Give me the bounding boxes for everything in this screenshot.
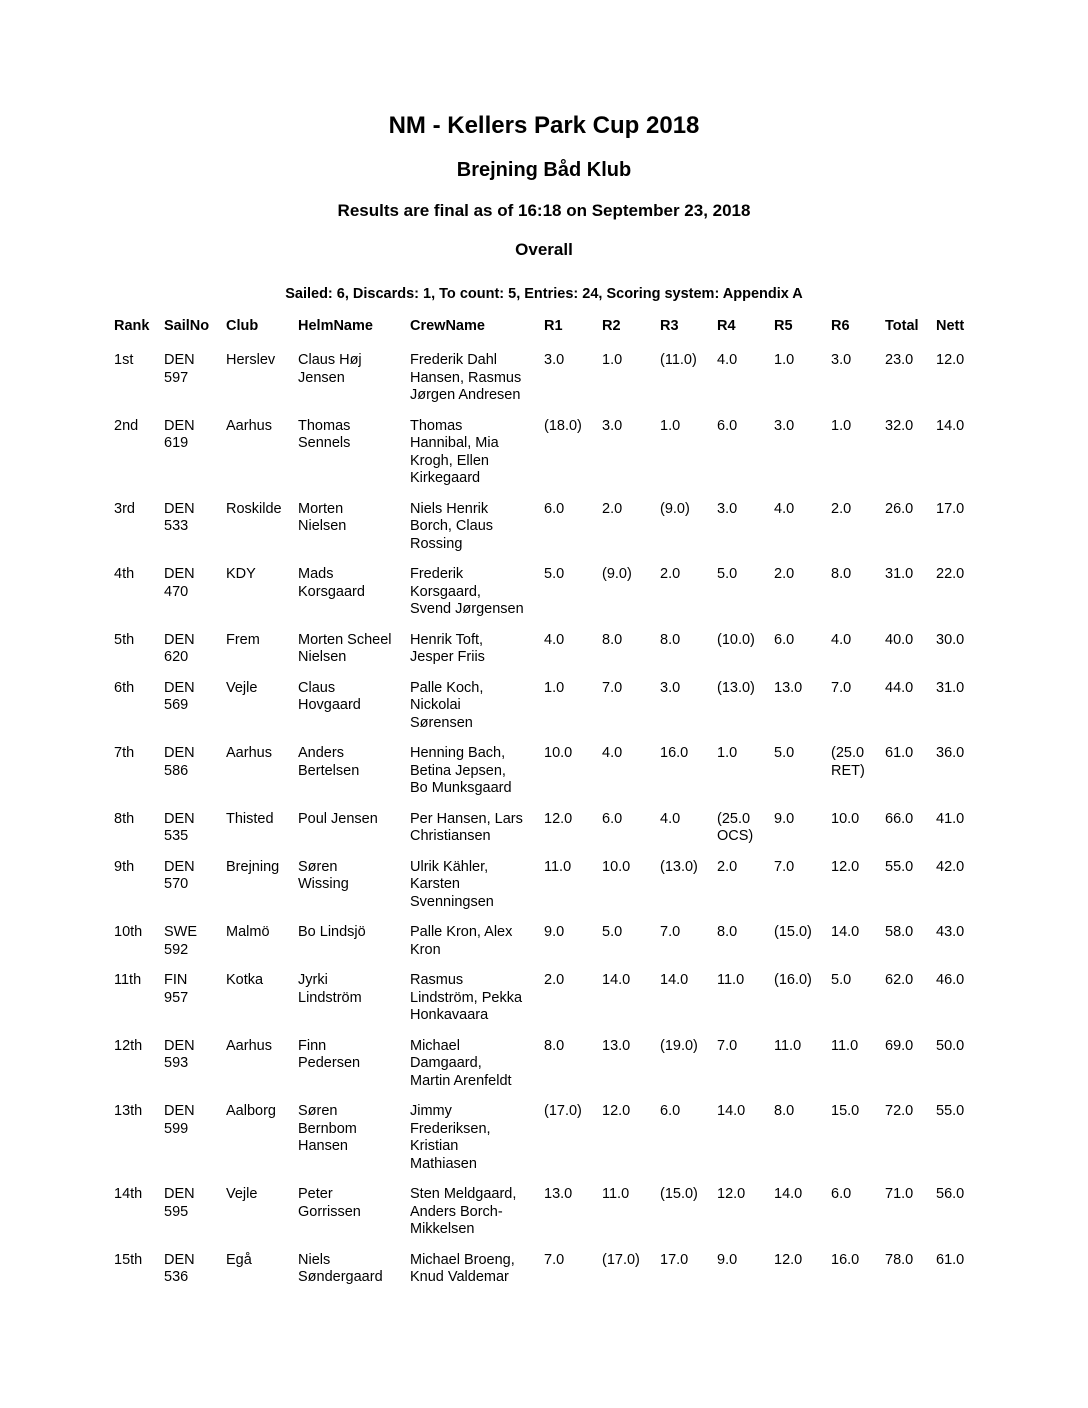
cell-sail-no: DEN 535	[164, 810, 195, 844]
cell-sail-no: SWE 592	[164, 924, 198, 958]
cell-helm-name: Morten Nielsen	[298, 500, 347, 534]
cell-sail-no: DEN 570	[164, 858, 195, 892]
cell-helm-name: Thomas Sennels	[298, 417, 351, 451]
table-row	[108, 857, 988, 923]
cell-r4: 3.0	[717, 500, 738, 517]
cell-nett: 36.0	[936, 745, 965, 761]
cell-total: 62.0	[885, 972, 914, 988]
cell-r5: 13.0	[774, 679, 803, 696]
cell-r4: 12.0	[717, 1186, 746, 1202]
cell-r4: 2.0	[717, 858, 738, 875]
cell-r1: 6.0	[544, 500, 565, 517]
column-header-crew-name: CrewName	[410, 318, 485, 334]
cell-r5: 9.0	[774, 810, 795, 827]
cell-crew-name: Michael Damgaard, Martin Arenfeldt	[410, 1037, 512, 1089]
cell-r1: 11.0	[544, 858, 572, 875]
cell-club: Vejle	[226, 1186, 258, 1202]
cell-rank: 6th	[114, 679, 135, 696]
club-title: Brejning Båd Klub	[456, 159, 632, 181]
cell-r2: 8.0	[602, 631, 623, 648]
cell-rank: 4th	[114, 566, 135, 582]
table-row	[108, 630, 988, 678]
cell-nett: 14.0	[936, 417, 965, 434]
cell-r3: 16.0	[660, 745, 689, 761]
cell-r2: 10.0	[602, 858, 631, 875]
section-title: Overall	[515, 240, 573, 259]
cell-club: Thisted	[226, 810, 274, 827]
cell-r3: (9.0)	[660, 500, 690, 517]
cell-nett: 43.0	[936, 924, 965, 940]
cell-r6: 1.0	[831, 417, 852, 434]
cell-r2: 3.0	[602, 417, 623, 434]
cell-r1: 7.0	[544, 1251, 565, 1268]
cell-total: 55.0	[885, 858, 914, 875]
cell-r4: 1.0	[717, 745, 738, 761]
cell-crew-name: Frederik Korsgaard, Svend Jørgensen	[410, 566, 524, 617]
cell-rank: 2nd	[114, 417, 139, 434]
cell-crew-name: Henrik Toft, Jesper Friis	[410, 631, 485, 665]
cell-r4: (25.0 OCS)	[717, 810, 754, 844]
cell-helm-name: Niels Søndergaard	[298, 1251, 383, 1285]
cell-r6: 10.0	[831, 810, 860, 827]
cell-r4: 8.0	[717, 924, 738, 940]
cell-r6: 4.0	[831, 631, 852, 648]
cell-r4: (13.0)	[717, 679, 755, 696]
cell-sail-no: DEN 569	[164, 679, 195, 713]
cell-helm-name: Jyrki Lindström	[298, 972, 362, 1006]
cell-helm-name: Claus Hovgaard	[298, 679, 361, 713]
cell-nett: 61.0	[936, 1251, 965, 1268]
cell-rank: 8th	[114, 810, 135, 827]
column-header-sail-no: SailNo	[164, 318, 210, 334]
cell-rank: 5th	[114, 631, 135, 648]
cell-r4: 5.0	[717, 566, 738, 582]
cell-rank: 3rd	[114, 500, 135, 517]
cell-helm-name: Peter Gorrissen	[298, 1186, 361, 1220]
cell-r5: 3.0	[774, 417, 795, 434]
column-header-r3: R3	[660, 318, 679, 334]
cell-r4: 7.0	[717, 1037, 738, 1054]
cell-rank: 13th	[114, 1103, 143, 1119]
cell-crew-name: Henning Bach, Betina Jepsen, Bo Munksgaard	[410, 745, 512, 796]
cell-r3: 3.0	[660, 679, 681, 696]
cell-crew-name: Per Hansen, Lars Christiansen	[410, 810, 523, 844]
cell-r6: 7.0	[831, 679, 852, 696]
cell-r1: 10.0	[544, 745, 573, 761]
cell-sail-no: DEN 533	[164, 500, 195, 534]
cell-r4: 11.0	[717, 972, 745, 988]
cell-r2: 2.0	[602, 500, 623, 517]
cell-crew-name: Palle Koch, Nickolai Sørensen	[410, 679, 484, 731]
cell-crew-name: Sten Meldgaard, Anders Borch- Mikkelsen	[410, 1186, 517, 1237]
cell-r6: 12.0	[831, 858, 860, 875]
cell-helm-name: Poul Jensen	[298, 810, 378, 827]
cell-rank: 7th	[114, 745, 135, 761]
cell-total: 66.0	[885, 810, 914, 827]
cell-nett: 17.0	[936, 500, 965, 517]
cell-sail-no: DEN 597	[164, 352, 195, 386]
cell-total: 72.0	[885, 1103, 914, 1119]
cell-crew-name: Frederik Dahl Hansen, Rasmus Jørgen Andresen	[410, 352, 522, 403]
column-header-r6: R6	[831, 318, 850, 334]
cell-club: Aarhus	[226, 1037, 272, 1054]
cell-total: 58.0	[885, 924, 914, 940]
cell-r2: 11.0	[602, 1186, 630, 1202]
cell-r1: 2.0	[544, 972, 565, 988]
column-header-r1: R1	[544, 318, 563, 334]
cell-r5: 6.0	[774, 631, 795, 648]
table-header-row	[108, 316, 988, 350]
cell-r6: 3.0	[831, 352, 852, 368]
cell-crew-name: Michael Broeng, Knud Valdemar	[410, 1251, 515, 1285]
cell-r5: 7.0	[774, 858, 795, 875]
cell-r1: 8.0	[544, 1037, 565, 1054]
cell-r3: 8.0	[660, 631, 681, 648]
table-row	[108, 922, 988, 970]
cell-sail-no: DEN 536	[164, 1251, 195, 1285]
results-table	[108, 316, 988, 1298]
cell-r5: (15.0)	[774, 924, 812, 940]
cell-nett: 50.0	[936, 1037, 965, 1054]
cell-total: 32.0	[885, 417, 914, 434]
cell-sail-no: FIN 957	[164, 972, 189, 1006]
table-row	[108, 350, 988, 416]
cell-total: 78.0	[885, 1251, 914, 1268]
cell-r1: 1.0	[544, 679, 565, 696]
cell-total: 31.0	[885, 566, 914, 582]
column-header-r5: R5	[774, 318, 793, 334]
cell-r5: 1.0	[774, 352, 795, 368]
cell-helm-name: Claus Høj Jensen	[298, 352, 362, 386]
column-header-club: Club	[226, 318, 259, 334]
table-row	[108, 564, 988, 630]
series-summary: Sailed: 6, Discards: 1, To count: 5, Entries: 24, Scoring system: Appendix A	[285, 286, 803, 302]
cell-r5: (16.0)	[774, 972, 812, 988]
cell-r2: 13.0	[602, 1037, 631, 1054]
cell-total: 26.0	[885, 500, 914, 517]
cell-club: Aalborg	[226, 1103, 276, 1119]
cell-crew-name: Jimmy Frederiksen, Kristian Mathiasen	[410, 1103, 491, 1172]
cell-r5: 5.0	[774, 745, 795, 761]
cell-r3: 17.0	[660, 1251, 689, 1268]
cell-club: Vejle	[226, 679, 258, 696]
cell-total: 23.0	[885, 352, 914, 368]
table-row	[108, 970, 988, 1036]
column-header-r2: R2	[602, 318, 621, 334]
column-header-total: Total	[885, 318, 919, 334]
cell-club: KDY	[226, 566, 256, 582]
cell-club: Frem	[226, 631, 260, 648]
cell-r6: 5.0	[831, 972, 852, 988]
cell-total: 44.0	[885, 679, 914, 696]
column-header-r4: R4	[717, 318, 736, 334]
cell-nett: 30.0	[936, 631, 965, 648]
cell-sail-no: DEN 620	[164, 631, 195, 665]
cell-sail-no: DEN 619	[164, 417, 195, 451]
cell-r1: 3.0	[544, 352, 565, 368]
cell-r5: 12.0	[774, 1251, 803, 1268]
cell-crew-name: Rasmus Lindström, Pekka Honkavaara	[410, 972, 523, 1023]
cell-r4: 4.0	[717, 352, 738, 368]
cell-club: Aarhus	[226, 417, 272, 434]
results-body	[108, 350, 988, 1298]
cell-r6: 2.0	[831, 500, 852, 517]
cell-club: Herslev	[226, 352, 276, 368]
cell-rank: 15th	[114, 1251, 143, 1268]
cell-club: Aarhus	[226, 745, 272, 761]
cell-r4: 6.0	[717, 417, 738, 434]
cell-sail-no: DEN 586	[164, 745, 195, 779]
cell-rank: 1st	[114, 352, 134, 368]
cell-r3: (15.0)	[660, 1186, 698, 1202]
cell-r2: 4.0	[602, 745, 623, 761]
cell-r2: 1.0	[602, 352, 623, 368]
cell-nett: 12.0	[936, 352, 965, 368]
cell-nett: 31.0	[936, 679, 965, 696]
cell-r2: (17.0)	[602, 1251, 640, 1268]
table-row	[108, 1250, 988, 1298]
cell-club: Brejning	[226, 858, 280, 875]
cell-r6: 16.0	[831, 1251, 860, 1268]
cell-r1: 5.0	[544, 566, 565, 582]
table-row	[108, 809, 988, 857]
cell-r2: 6.0	[602, 810, 623, 827]
cell-helm-name: Mads Korsgaard	[298, 566, 365, 600]
cell-r5: 2.0	[774, 566, 795, 582]
cell-r2: 14.0	[602, 972, 631, 988]
cell-r3: 14.0	[660, 972, 689, 988]
cell-nett: 41.0	[936, 810, 965, 827]
cell-nett: 22.0	[936, 566, 965, 582]
cell-club: Egå	[226, 1251, 252, 1268]
cell-r1: 13.0	[544, 1186, 573, 1202]
cell-r3: 6.0	[660, 1103, 681, 1119]
cell-total: 40.0	[885, 631, 914, 648]
cell-r6: 6.0	[831, 1186, 852, 1202]
column-header-helm-name: HelmName	[298, 318, 373, 334]
cell-nett: 56.0	[936, 1186, 965, 1202]
cell-sail-no: DEN 595	[164, 1186, 195, 1220]
cell-total: 71.0	[885, 1186, 914, 1202]
cell-r3: 4.0	[660, 810, 681, 827]
cell-nett: 42.0	[936, 858, 965, 875]
cell-r4: 9.0	[717, 1251, 738, 1268]
table-row	[108, 1184, 988, 1250]
cell-r6: 14.0	[831, 924, 860, 940]
cell-sail-no: DEN 470	[164, 566, 195, 600]
cell-helm-name: Søren Bernbom Hansen	[298, 1103, 357, 1154]
cell-r2: 7.0	[602, 679, 623, 696]
cell-r2: (9.0)	[602, 566, 632, 582]
cell-sail-no: DEN 599	[164, 1103, 195, 1137]
cell-r5: 14.0	[774, 1186, 803, 1202]
table-row	[108, 499, 988, 565]
table-row	[108, 743, 988, 809]
cell-r1: 4.0	[544, 631, 565, 648]
cell-rank: 11th	[114, 972, 142, 988]
column-header-nett: Nett	[936, 318, 965, 334]
cell-r6: (25.0 RET)	[831, 745, 865, 779]
cell-r1: 12.0	[544, 810, 573, 827]
cell-club: Roskilde	[226, 500, 282, 517]
cell-r3: 2.0	[660, 566, 681, 582]
cell-nett: 46.0	[936, 972, 965, 988]
table-row	[108, 416, 988, 499]
cell-helm-name: Finn Pedersen	[298, 1037, 361, 1071]
cell-r5: 4.0	[774, 500, 795, 517]
event-title: NM - Kellers Park Cup 2018	[388, 112, 700, 139]
cell-r4: (10.0)	[717, 631, 755, 648]
cell-rank: 12th	[114, 1037, 143, 1054]
cell-rank: 9th	[114, 858, 135, 875]
status-line: Results are final as of 16:18 on September 23, 2018	[337, 201, 751, 220]
cell-helm-name: Anders Bertelsen	[298, 745, 360, 779]
cell-r5: 11.0	[774, 1037, 802, 1054]
cell-club: Malmö	[226, 924, 270, 940]
table-row	[108, 678, 988, 744]
cell-sail-no: DEN 593	[164, 1037, 195, 1071]
table-row	[108, 1101, 988, 1184]
cell-club: Kotka	[226, 972, 264, 988]
cell-r3: (19.0)	[660, 1037, 698, 1054]
cell-r1: 9.0	[544, 924, 565, 940]
cell-helm-name: Bo Lindsjö	[298, 924, 366, 940]
cell-nett: 55.0	[936, 1103, 965, 1119]
cell-total: 69.0	[885, 1037, 914, 1054]
column-header-rank: Rank	[114, 318, 150, 334]
cell-r2: 5.0	[602, 924, 623, 940]
cell-total: 61.0	[885, 745, 914, 761]
cell-r3: (13.0)	[660, 858, 698, 875]
table-row	[108, 1036, 988, 1102]
cell-crew-name: Ulrik Kähler, Karsten Svenningsen	[410, 858, 494, 910]
cell-rank: 14th	[114, 1186, 143, 1202]
cell-r5: 8.0	[774, 1103, 795, 1119]
cell-helm-name: Morten Scheel Nielsen	[298, 631, 392, 665]
cell-r1: (18.0)	[544, 417, 582, 434]
cell-r6: 8.0	[831, 566, 852, 582]
cell-r3: 7.0	[660, 924, 681, 940]
cell-r4: 14.0	[717, 1103, 746, 1119]
cell-helm-name: Søren Wissing	[298, 858, 349, 892]
cell-r3: (11.0)	[660, 352, 697, 368]
cell-r6: 15.0	[831, 1103, 860, 1119]
cell-r2: 12.0	[602, 1103, 631, 1119]
cell-r3: 1.0	[660, 417, 681, 434]
cell-crew-name: Thomas Hannibal, Mia Krogh, Ellen Kirkegaard	[410, 417, 499, 486]
cell-crew-name: Niels Henrik Borch, Claus Rossing	[410, 500, 494, 552]
cell-r1: (17.0)	[544, 1103, 582, 1119]
cell-rank: 10th	[114, 924, 143, 940]
cell-crew-name: Palle Kron, Alex Kron	[410, 924, 513, 958]
cell-r6: 11.0	[831, 1037, 859, 1054]
